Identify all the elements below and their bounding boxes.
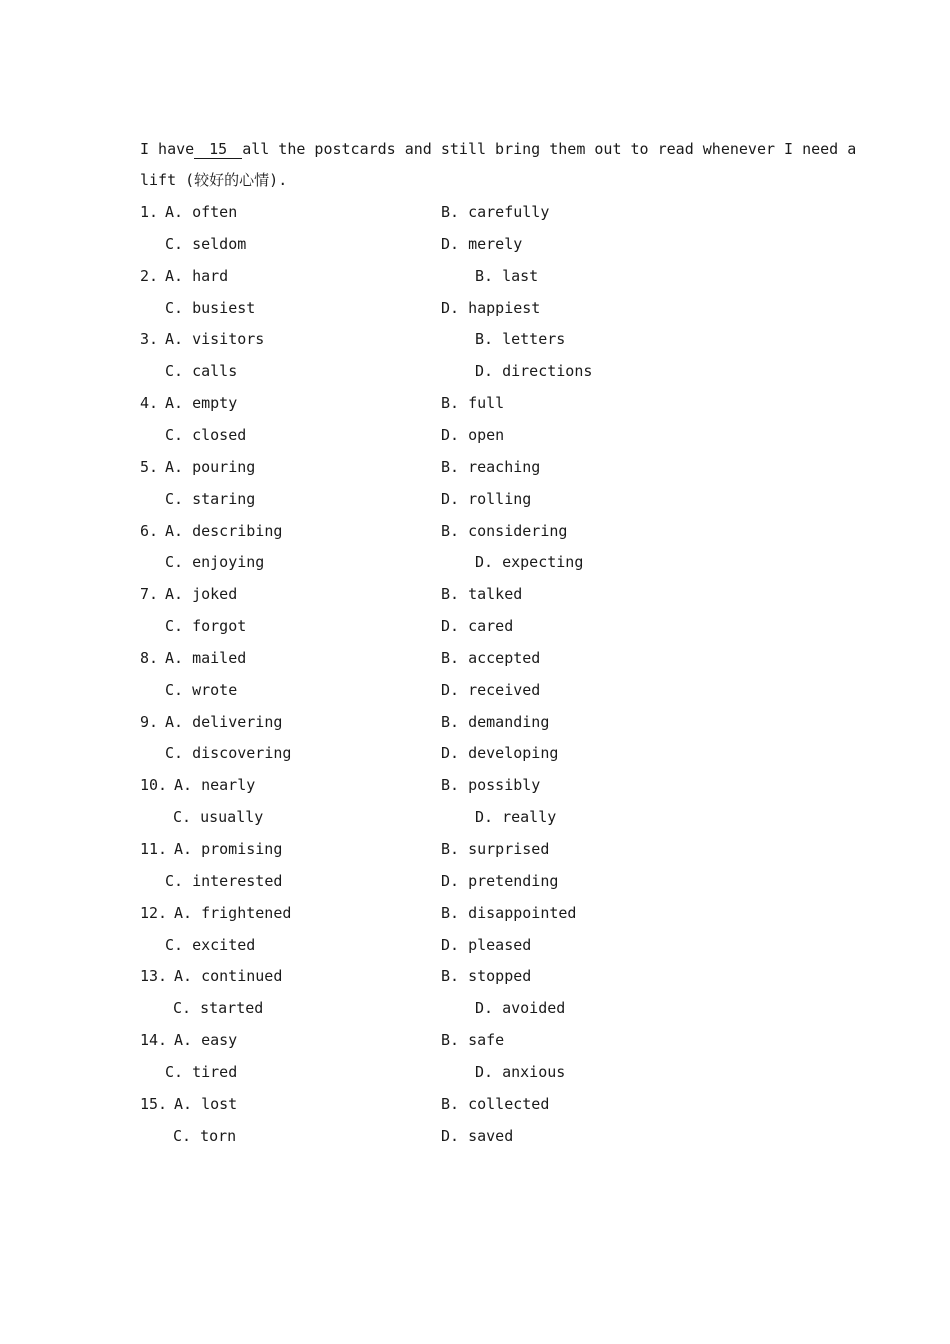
question-number: 6. [140,521,159,540]
option-b: B. talked [441,585,523,604]
option-b: B. collected [441,1094,550,1113]
option-a: A. frightened [174,903,292,922]
option-a: A. visitors [165,330,265,349]
option-c: C. calls [165,362,238,381]
question-number: 3. [140,330,159,349]
option-d: D. happiest [441,298,541,317]
option-c: C. closed [165,425,247,444]
passage-line-1 [140,139,856,159]
passage-line-2: lift (较好的心情). [140,171,288,189]
option-b: B. disappointed [441,903,577,922]
option-a: A. nearly [174,776,256,795]
option-c: C. seldom [165,234,247,253]
passage-text-before-blank: I have [140,140,195,158]
option-b: B. stopped [441,967,532,986]
option-a: A. describing [165,521,283,540]
option-a: A. joked [165,585,238,604]
option-a: A. continued [174,967,283,986]
option-a: A. easy [174,1031,238,1050]
option-d: D. merely [441,234,523,253]
option-c: C. enjoying [165,553,265,572]
option-c: C. staring [165,489,256,508]
option-b: B. accepted [441,648,541,667]
question-number: 12. [140,903,168,922]
option-b: B. demanding [441,712,550,731]
question-number: 1. [140,203,159,221]
option-c: C. wrote [165,680,238,699]
option-d: D. open [441,425,505,444]
question-number: 8. [140,648,159,667]
option-a: A. empty [165,394,238,413]
option-d: D. pleased [441,935,532,954]
option-d: D. saved [441,1126,514,1145]
question-number: 10. [140,776,168,795]
option-d: D. rolling [441,489,532,508]
option-a: A. hard [165,266,229,285]
option-a: A. lost [174,1094,238,1113]
question-number: 14. [140,1031,168,1050]
option-b: B. full [441,394,505,413]
option-b: B. surprised [441,840,550,858]
question-number: 4. [140,394,159,413]
option-d: D. received [441,680,541,699]
option-b: B. carefully [441,203,550,221]
option-c: C. excited [165,935,256,954]
question-number: 13. [140,967,168,986]
option-d: D. anxious [475,1062,566,1081]
question-number: 9. [140,712,159,731]
option-d: D. pretending [441,871,559,890]
option-c: C. forgot [165,617,247,636]
option-c: C. torn [173,1126,237,1145]
question-number: 15. [140,1094,168,1113]
option-c: C. usually [173,808,264,827]
question-number: 11. [140,840,168,858]
option-a: A. often [165,203,238,221]
option-c: C. started [173,999,264,1018]
option-a: A. delivering [165,712,283,731]
passage-text-after-blank: all the postcards and still bring them out to read whenever I need a [242,140,857,158]
question-number: 5. [140,457,159,476]
option-a: A. promising [174,840,283,858]
option-d: D. cared [441,617,514,636]
option-c: C. busiest [165,298,256,317]
option-b: B. last [475,266,539,285]
question-number: 2. [140,266,159,285]
answer-blank: 15 [194,140,242,159]
option-b: B. considering [441,521,568,540]
option-d: D. directions [475,362,593,381]
option-c: C. tired [165,1062,238,1081]
option-b: B. possibly [441,776,541,795]
option-b: B. safe [441,1031,505,1050]
option-d: D. expecting [475,553,584,572]
option-a: A. pouring [165,457,256,476]
option-d: D. avoided [475,999,566,1018]
option-d: D. developing [441,744,559,763]
option-c: C. interested [165,871,283,890]
option-b: B. letters [475,330,566,349]
option-b: B. reaching [441,457,541,476]
option-d: D. really [475,808,557,827]
question-number: 7. [140,585,159,604]
option-a: A. mailed [165,648,247,667]
option-c: C. discovering [165,744,292,763]
